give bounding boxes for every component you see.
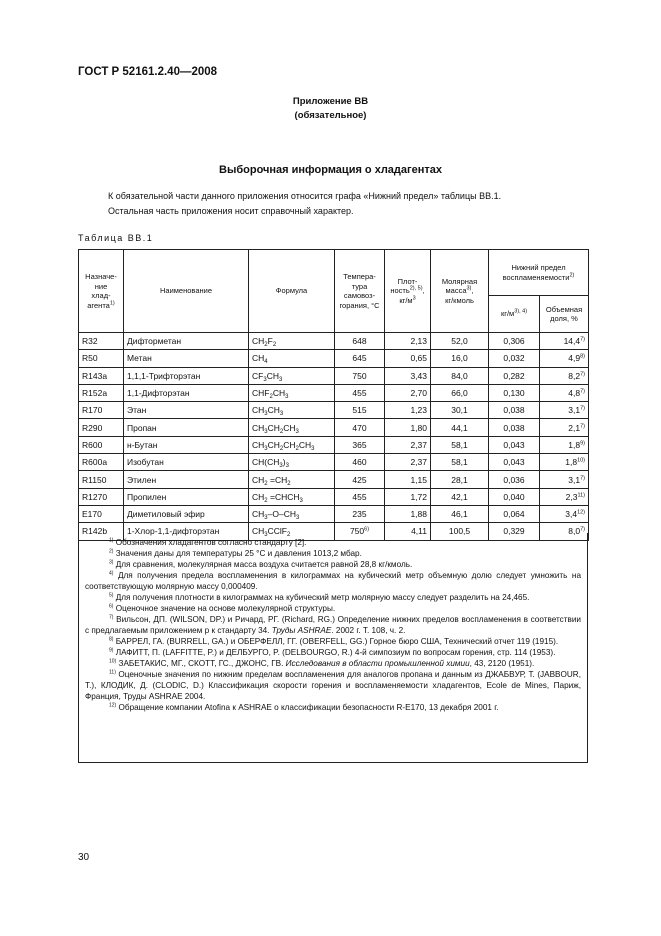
- cell-density: 4,11: [385, 523, 431, 540]
- cell-lfl-volume: 4,9$^{8)}$: [540, 350, 589, 367]
- table-header: [79, 250, 589, 333]
- cell-formula: $CH_3CH_2CH_3$: [249, 419, 335, 436]
- footnote: $^{7)}$ Вильсон, ДП. (WILSON, DP.) и Ричард, РГ. (Richard, RG.) Определение нижних пределов воспламенения в соответствии с предлагаемым приложением р к стандарту 34. Труды ASHRAE. 2002 г. Т. 108, ч. 2.: [85, 614, 581, 635]
- cell-code: R600: [79, 436, 124, 453]
- cell-lfl-volume: 1,8$^{10)}$: [540, 454, 589, 471]
- cell-lfl-mass: 0,064: [489, 505, 540, 522]
- header-designation: Назначе- ние хлад- агента$^{1)}$: [79, 250, 124, 333]
- cell-name: Пропилен: [124, 488, 249, 505]
- appendix-label: Приложение ВВ: [292, 96, 369, 107]
- cell-density: 1,15: [385, 471, 431, 488]
- header-lfl-mass: $кг/м^{3), 4)}$: [489, 296, 540, 333]
- cell-lfl-volume: 14,4$^{7)}$: [540, 333, 589, 350]
- cell-lfl-volume: 3,4$^{12)}$: [540, 505, 589, 522]
- cell-name: Изобутан: [124, 454, 249, 471]
- cell-density: 1,72: [385, 488, 431, 505]
- cell-molar-mass: 52,0: [431, 333, 489, 350]
- cell-code: R170: [79, 402, 124, 419]
- cell-name: Метан: [124, 350, 249, 367]
- cell-formula: $CH_3-O-CH_3$: [249, 505, 335, 522]
- footnote: $^{5)}$ Для получения плотности в килограммах на кубический метр молярную массу следует разделить на 24,465.: [109, 592, 530, 602]
- cell-formula: $CHF_2CH_3$: [249, 384, 335, 401]
- footnote: $^{4)}$ Для получения предела воспламенения в килограммах на кубический метр объемную долю следует умножить на соответствующую молярную массу 0,000409.: [85, 570, 581, 591]
- table-row: [79, 488, 589, 505]
- refrigerant-table: [78, 249, 589, 541]
- cell-code: R142b: [79, 523, 124, 540]
- cell-formula: $CH_2F_2$: [249, 333, 335, 350]
- table-notes: [78, 533, 588, 763]
- cell-temperature: 515: [335, 402, 385, 419]
- cell-code: R143a: [79, 367, 124, 384]
- cell-lfl-volume: 3,1$^{7)}$: [540, 402, 589, 419]
- cell-code: R1270: [79, 488, 124, 505]
- footnote: $^{11)}$ Оценочные значения по нижним пределам воспламенения для аналогов пропана и данным из ДЖАБBУР, T. (JABBOUR, T.), КЛОДИК, Д. (CLODIC, D.) Классификация скорости горения и воспламеняемости хладагентов, Ecole de Mines, Париж, Франция, Труды ASHRAE 2004.: [85, 669, 581, 701]
- cell-name: Дифторметан: [124, 333, 249, 350]
- cell-molar-mass: 66,0: [431, 384, 489, 401]
- cell-temperature: 645: [335, 350, 385, 367]
- appendix-title: [0, 95, 661, 123]
- cell-temperature: 648: [335, 333, 385, 350]
- page-number: 30: [78, 852, 90, 863]
- cell-lfl-volume: 4,8$^{7)}$: [540, 384, 589, 401]
- cell-lfl-mass: 0,306: [489, 333, 540, 350]
- cell-density: 0,65: [385, 350, 431, 367]
- footnote: $^{1)}$ Обозначения хладагентов согласно стандарту [2].: [109, 537, 307, 547]
- cell-name: 1-Хлор-1,1-дифторэтан: [124, 523, 249, 540]
- cell-code: R50: [79, 350, 124, 367]
- cell-formula: $CH_2$ $=CHCH_3$: [249, 488, 335, 505]
- header-name: Наименование: [124, 250, 249, 333]
- header-formula: Формула: [249, 250, 335, 333]
- header-density: Плот- ность$^{2), 5)}$, $кг/м^3$: [385, 250, 431, 333]
- cell-code: R152a: [79, 384, 124, 401]
- cell-temperature: 425: [335, 471, 385, 488]
- footnote: $^{12)}$ Обращение компании Atofina к ASHRAE о классификации безопасности R-E170, 13 декабря 2001 г.: [109, 702, 499, 712]
- table-row: [79, 419, 589, 436]
- cell-density: 2,13: [385, 333, 431, 350]
- cell-density: 1,80: [385, 419, 431, 436]
- cell-density: 2,37: [385, 454, 431, 471]
- cell-temperature: 470: [335, 419, 385, 436]
- cell-density: 2,70: [385, 384, 431, 401]
- cell-formula: $CH_3CH_2CH_2CH_3$: [249, 436, 335, 453]
- cell-temperature: 365: [335, 436, 385, 453]
- cell-density: 2,37: [385, 436, 431, 453]
- table-row: [79, 367, 589, 384]
- cell-formula: $CH_2 =CH_2$: [249, 471, 335, 488]
- header-autoignition-temp: Темпера- тура самовоз- горания, °C: [335, 250, 385, 333]
- cell-temperature: 460: [335, 454, 385, 471]
- header-lfl-volume: Объемная доля, %: [540, 296, 589, 333]
- cell-lfl-mass: 0,043: [489, 454, 540, 471]
- cell-molar-mass: 58,1: [431, 454, 489, 471]
- cell-code: R290: [79, 419, 124, 436]
- cell-formula: $CH(CH_3)_3$: [249, 454, 335, 471]
- intro-line-1: К обязательной части данного приложения относится графа «Нижний предел» таблицы ВВ.1.: [108, 191, 502, 201]
- cell-molar-mass: 30,1: [431, 402, 489, 419]
- intro-line-2: Остальная часть приложения носит справочный характер.: [108, 206, 354, 216]
- cell-name: Диметиловый эфир: [124, 505, 249, 522]
- cell-name: Пропан: [124, 419, 249, 436]
- cell-code: R1150: [79, 471, 124, 488]
- cell-lfl-mass: 0,038: [489, 419, 540, 436]
- cell-name: Этилен: [124, 471, 249, 488]
- table-row: [79, 436, 589, 453]
- cell-lfl-mass: 0,329: [489, 523, 540, 540]
- table-body: [79, 333, 589, 541]
- cell-molar-mass: 100,5: [431, 523, 489, 540]
- cell-lfl-mass: 0,038: [489, 402, 540, 419]
- cell-name: 1,1-Дифторэтан: [124, 384, 249, 401]
- footnote: $^{6)}$ Оценочное значение на основе молекулярной структуры.: [109, 603, 336, 613]
- table-row: [79, 471, 589, 488]
- cell-molar-mass: 42,1: [431, 488, 489, 505]
- footnote: $^{3)}$ Для сравнения, молекулярная масса воздуха считается равной 28,8 кг/кмоль.: [109, 559, 413, 569]
- footnote: $^{8)}$ БАРРЕЛ, ГА. (BURRELL, GA.) и ОБЕРФЕЛЛ, ГГ. (OBERFELL, GG.) Горное бюро США, Технический отчет 119 (1915).: [109, 636, 559, 646]
- cell-lfl-volume: 1,8$^{9)}$: [540, 436, 589, 453]
- table-row: [79, 454, 589, 471]
- appendix-status: (обязательное): [294, 110, 367, 121]
- header-molar-mass: Молярная масса$^{3)}$, кг/кмоль: [431, 250, 489, 333]
- cell-temperature: 750$^{6)}$: [335, 523, 385, 540]
- cell-lfl-mass: 0,032: [489, 350, 540, 367]
- section-heading: Выборочная информация о хладагентах: [219, 164, 442, 176]
- cell-name: н-Бутан: [124, 436, 249, 453]
- cell-temperature: 455: [335, 488, 385, 505]
- table-caption: Таблица ВВ.1: [78, 233, 154, 243]
- cell-lfl-mass: 0,040: [489, 488, 540, 505]
- cell-formula: $CH_3CClF_2$: [249, 523, 335, 540]
- intro-paragraph: [108, 189, 578, 219]
- cell-lfl-volume: 3,1$^{7)}$: [540, 471, 589, 488]
- cell-molar-mass: 44,1: [431, 419, 489, 436]
- table-row: [79, 402, 589, 419]
- cell-molar-mass: 46,1: [431, 505, 489, 522]
- cell-molar-mass: 28,1: [431, 471, 489, 488]
- cell-lfl-volume: 2,3$^{11)}$: [540, 488, 589, 505]
- cell-molar-mass: 84,0: [431, 367, 489, 384]
- cell-code: R32: [79, 333, 124, 350]
- cell-temperature: 235: [335, 505, 385, 522]
- cell-formula: $CH_4$: [249, 350, 335, 367]
- cell-density: 1,23: [385, 402, 431, 419]
- cell-lfl-volume: 8,2$^{7)}$: [540, 367, 589, 384]
- cell-molar-mass: 16,0: [431, 350, 489, 367]
- cell-lfl-mass: 0,282: [489, 367, 540, 384]
- cell-code: E170: [79, 505, 124, 522]
- table-row: [79, 505, 589, 522]
- document-header: ГОСТ Р 52161.2.40—2008: [78, 66, 218, 78]
- cell-formula: $CH_3CH_3$: [249, 402, 335, 419]
- cell-density: 3,43: [385, 367, 431, 384]
- cell-density: 1,88: [385, 505, 431, 522]
- cell-formula: $CF_3CH_3$: [249, 367, 335, 384]
- cell-name: 1,1,1-Трифторэтан: [124, 367, 249, 384]
- table-row: [79, 384, 589, 401]
- cell-temperature: 455: [335, 384, 385, 401]
- cell-temperature: 750: [335, 367, 385, 384]
- footnote: $^{9)}$ ЛАФИТТ, П. (LAFFITTE, P.) и ДЕЛБУРГО, P. (DELBOURGO, R.) 4-й симпозиум по вопросам горения, стр. 114 (1953).: [109, 647, 556, 657]
- cell-name: Этан: [124, 402, 249, 419]
- table-row: [79, 333, 589, 350]
- cell-lfl-volume: 2,1$^{7)}$: [540, 419, 589, 436]
- footnote: $^{10)}$ ЗАБЕТАКИС, МГ., СКОТТ, ГС., ДЖОНС, ГВ. Исследования в области промышленной химии, 43, 2120 (1951).: [109, 658, 535, 668]
- footnote: $^{2)}$ Значения даны для температуры 25 °С и давления 1013,2 мбар.: [109, 548, 362, 558]
- cell-lfl-volume: 8,0$^{7)}$: [540, 523, 589, 540]
- cell-lfl-mass: 0,043: [489, 436, 540, 453]
- header-lower-flammability-limit: Нижний предел воспламеняемости$^{2)}$: [489, 250, 589, 296]
- cell-code: R600a: [79, 454, 124, 471]
- cell-molar-mass: 58,1: [431, 436, 489, 453]
- cell-lfl-mass: 0,036: [489, 471, 540, 488]
- table-row: [79, 350, 589, 367]
- cell-lfl-mass: 0,130: [489, 384, 540, 401]
